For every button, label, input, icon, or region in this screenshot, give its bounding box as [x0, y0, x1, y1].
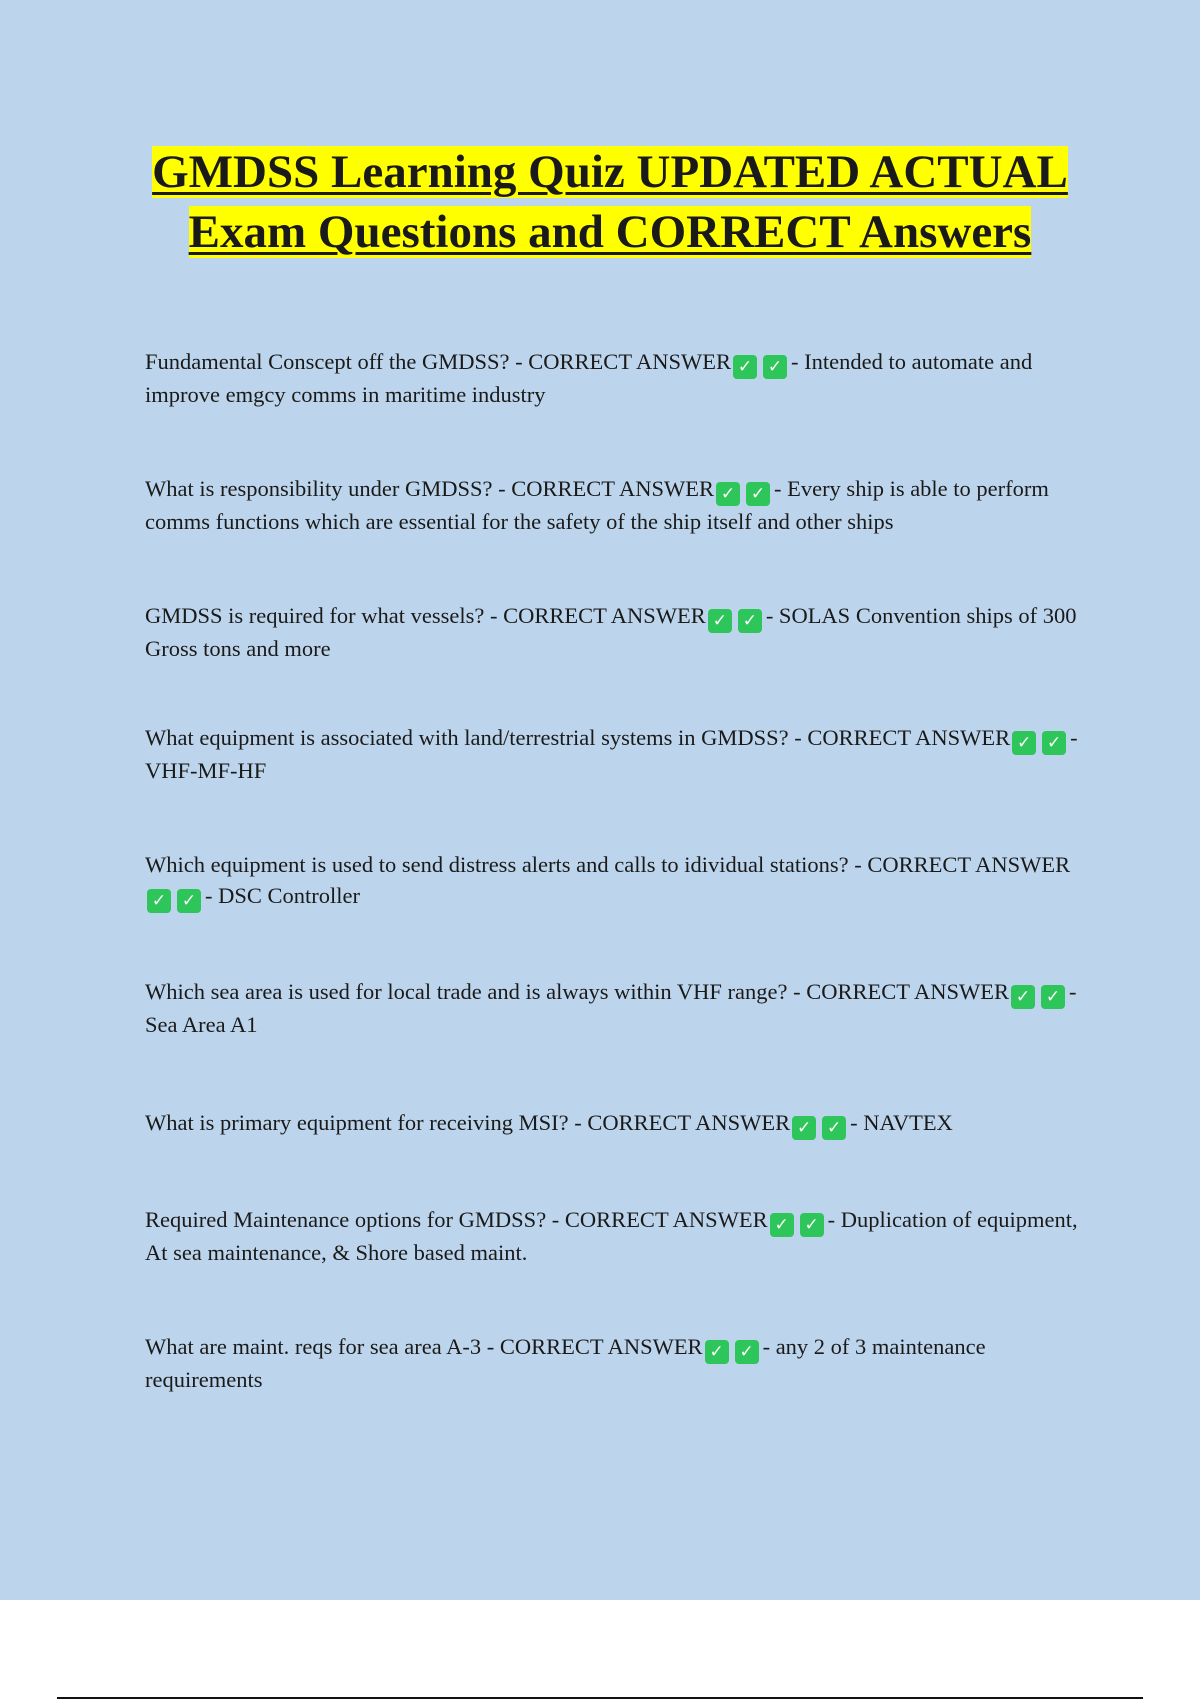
qa-item-2: [145, 473, 1085, 537]
white-check-mark-icon: ✓: [800, 1213, 824, 1237]
question-text: What is responsibility under GMDSS? - CORRECT ANSWER: [145, 476, 714, 501]
answer-text: - SOLAS Convention ships of 300 Gross tons and more: [145, 603, 1077, 661]
qa-item-4: [145, 722, 1085, 786]
white-check-mark-icon: ✓: [733, 355, 757, 379]
white-check-mark-icon: ✓: [177, 889, 201, 913]
question-text: Required Maintenance options for GMDSS? - CORRECT ANSWER: [145, 1207, 768, 1232]
qa-item-9: [145, 1331, 1085, 1395]
qa-item-3: [145, 600, 1085, 664]
answer-text: - Every ship is able to perform comms functions which are essential for the safety of the ship itself and other ships: [145, 476, 1049, 534]
white-check-mark-icon: ✓: [1041, 985, 1065, 1009]
qa-item-1: [145, 346, 1085, 410]
answer-text: - NAVTEX: [850, 1110, 953, 1135]
white-check-mark-icon: ✓: [770, 1213, 794, 1237]
question-text: What are maint. reqs for sea area A-3 - CORRECT ANSWER: [145, 1334, 703, 1359]
white-check-mark-icon: ✓: [822, 1116, 846, 1140]
white-check-mark-icon: ✓: [738, 609, 762, 633]
white-check-mark-icon: ✓: [147, 889, 171, 913]
answer-text: - DSC Controller: [205, 883, 360, 908]
white-check-mark-icon: ✓: [746, 482, 770, 506]
qa-item-8: [145, 1204, 1085, 1268]
white-check-mark-icon: ✓: [1012, 731, 1036, 755]
qa-item-7: [145, 1107, 1085, 1140]
qa-item-5: [145, 849, 1085, 913]
question-text: GMDSS is required for what vessels? - CORRECT ANSWER: [145, 603, 706, 628]
white-check-mark-icon: ✓: [1042, 731, 1066, 755]
question-text: What is primary equipment for receiving MSI? - CORRECT ANSWER: [145, 1110, 791, 1135]
answer-text: - VHF-MF-HF: [145, 725, 1078, 783]
question-text: Which sea area is used for local trade and is always within VHF range? - CORRECT ANSWER: [145, 979, 1009, 1004]
white-check-mark-icon: ✓: [1011, 985, 1035, 1009]
document-title: [145, 142, 1075, 262]
white-check-mark-icon: ✓: [792, 1116, 816, 1140]
question-text: Which equipment is used to send distress alerts and calls to idividual stations? - CORRECT ANSWER: [145, 852, 1071, 877]
answer-text: - Sea Area A1: [145, 979, 1077, 1037]
white-check-mark-icon: ✓: [705, 1340, 729, 1364]
document-title-text: GMDSS Learning Quiz UPDATED ACTUAL Exam Questions and CORRECT Answers: [152, 146, 1068, 258]
white-check-mark-icon: ✓: [735, 1340, 759, 1364]
qa-item-6: [145, 976, 1085, 1040]
answer-text: - Duplication of equipment, At sea maintenance, & Shore based maint.: [145, 1207, 1078, 1265]
white-check-mark-icon: ✓: [716, 482, 740, 506]
white-check-mark-icon: ✓: [763, 355, 787, 379]
question-text: Fundamental Conscept off the GMDSS? - CORRECT ANSWER: [145, 349, 732, 374]
answer-text: - any 2 of 3 maintenance requirements: [145, 1334, 986, 1392]
answer-text: - Intended to automate and improve emgcy comms in maritime industry: [145, 349, 1033, 407]
question-text: What equipment is associated with land/terrestrial systems in GMDSS? - CORRECT ANSWER: [145, 725, 1011, 750]
white-check-mark-icon: ✓: [708, 609, 732, 633]
footer-divider: [57, 1697, 1143, 1699]
